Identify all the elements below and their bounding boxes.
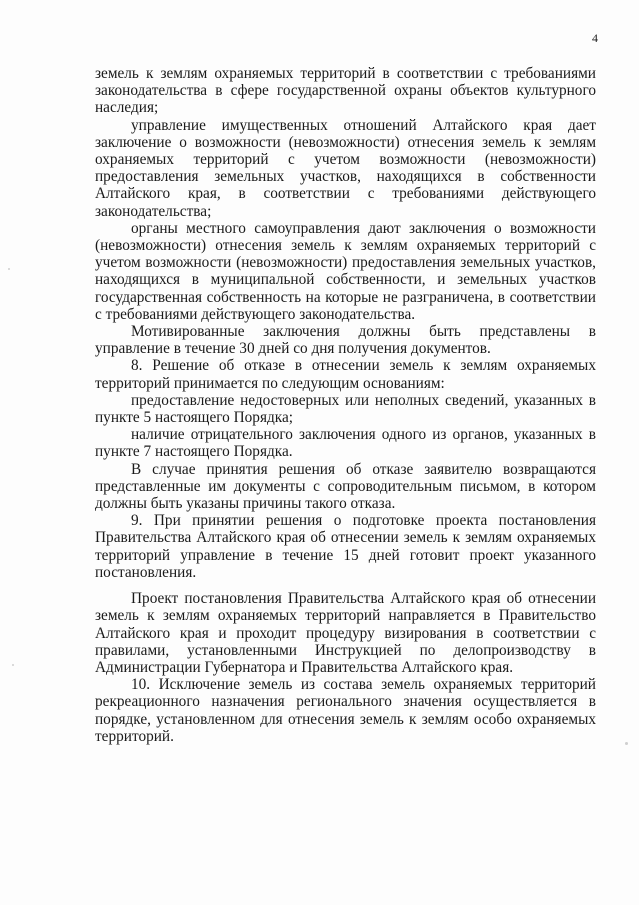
paragraph: земель к землям охраняемых территорий в соответствии с требованиями законодательства в сфере государственной охраны объектов культурного наследия; — [95, 65, 596, 117]
scan-speck — [625, 742, 628, 745]
paragraph: 10. Исключение земель из состава земель охраняемых территорий рекреационного назначения регионального значения осуществляется в порядке, установленном для отнесения земель к землям особо охраняемых территорий. — [95, 676, 596, 745]
paragraph: Проект постановления Правительства Алтайского края об отнесении земель к землям охраняемых территорий направляется в Правительство Алтайского края и проходит процедуру визирования в соответствии с правилами, установленными Инструкцией по делопроизводству в Администрации Губернатора и Правительства Алтайского края. — [95, 590, 596, 676]
paragraph: В случае принятия решения об отказе заявителю возвращаются представленные им документы с сопроводительным письмом, в котором должны быть указаны причины такого отказа. — [95, 460, 596, 513]
document-body — [95, 65, 596, 745]
paragraph: органы местного самоуправления дают заключения о возможности (невозможности) отнесения земель к землям охраняемых территорий с учетом возможности (невозможности) предоставления земельных участков, находящихся в муниципальной собственности, и земельных участков государственная собственность на которые не разграничена, в соответствии с требованиями действующего законодательства. — [95, 219, 596, 323]
scan-speck — [8, 268, 10, 270]
paragraph: наличие отрицательного заключения одного из органов, указанных в пункте 7 настоящего Порядка. — [95, 426, 596, 461]
paragraph: 8. Решение об отказе в отнесении земель к землям охраняемых территорий принимается по следующим основаниям: — [95, 357, 596, 392]
paragraph: управление имущественных отношений Алтайского края дает заключение о возможности (невозможности) отнесения земель к землям охраняемых территорий с учетом возможности (невозможности) предоставления земельных участков, находящихся в собственности Алтайского края, в соответствии с требованиями действующего законодательства; — [95, 116, 596, 220]
paragraph: предоставление недостоверных или неполных сведений, указанных в пункте 5 настоящего Порядка; — [95, 391, 596, 427]
scan-speck — [12, 664, 14, 666]
page-number: 4 — [592, 31, 598, 45]
paragraph: 9. При принятии решения о подготовке проекта постановления Правительства Алтайского края об отнесении земель к землям охраняемых территорий управление в течение 15 дней готовит проект указанного постановления. — [95, 512, 596, 581]
paragraph: Мотивированные заключения должны быть представлены в управление в течение 30 дней со дня получения документов. — [95, 323, 596, 358]
